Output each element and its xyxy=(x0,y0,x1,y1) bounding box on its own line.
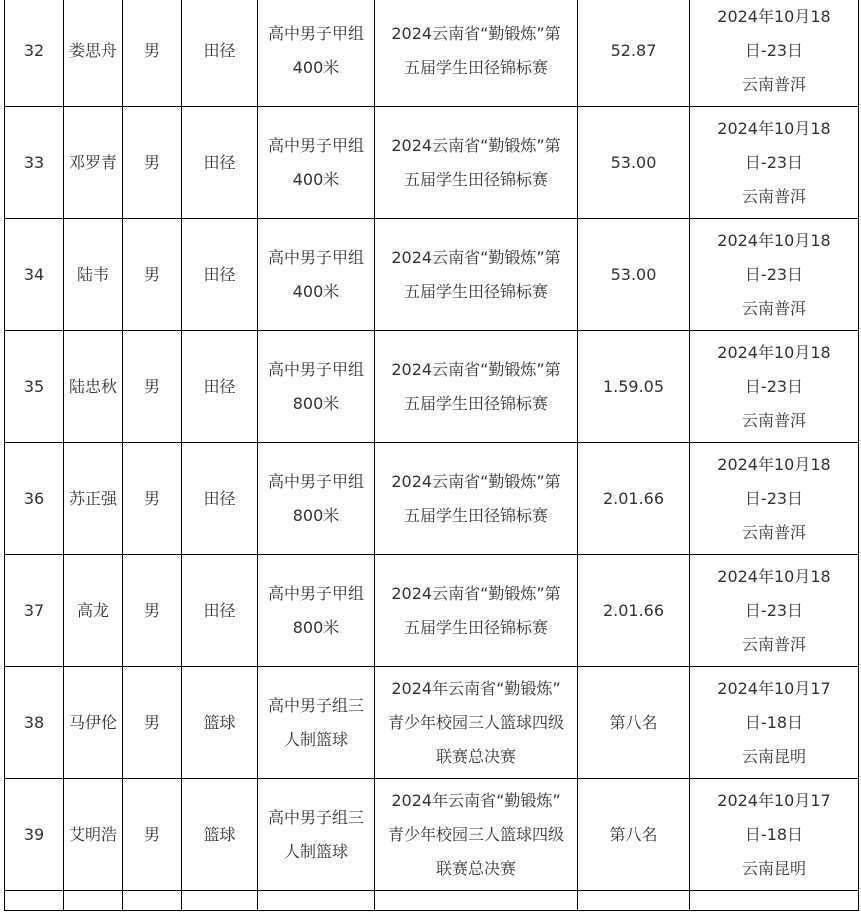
cell-line: 800米 xyxy=(292,617,340,637)
cell-line: 2024云南省“勤锻炼”第 xyxy=(391,247,561,267)
cell-line: 800米 xyxy=(292,505,340,525)
cell-line: 联赛总决赛 xyxy=(435,746,516,766)
cell-number: 33 xyxy=(5,107,64,219)
cell-line: 云南普洱 xyxy=(741,634,806,654)
cell-sport: 篮球 xyxy=(182,667,258,779)
cell-line: 日-23日 xyxy=(744,376,804,396)
cell-line: 高中男子甲组 xyxy=(267,23,364,43)
cell-line: 日-23日 xyxy=(744,152,804,172)
cell-line: 日-18日 xyxy=(744,824,804,844)
cell-line: 云南普洱 xyxy=(741,186,806,206)
cell-line: 2024年云南省“勤锻炼” xyxy=(391,790,561,810)
cell-event xyxy=(258,667,375,779)
cell-gender: 男 xyxy=(123,667,182,779)
cell-date-location xyxy=(690,779,859,891)
cell-result: 1.59.05 xyxy=(578,331,690,443)
cell-line: 400米 xyxy=(292,57,340,77)
cell-event xyxy=(258,891,375,911)
cell-line: 2024年10月18 xyxy=(717,454,831,474)
table-row xyxy=(5,0,859,107)
cell-line: 五届学生田径锦标赛 xyxy=(403,169,548,189)
cell-date-location xyxy=(690,0,859,107)
table-row xyxy=(5,443,859,555)
cell-gender: 男 xyxy=(123,107,182,219)
table-row xyxy=(5,331,859,443)
cell-line: 2024年10月18 xyxy=(717,118,831,138)
cell-date-location xyxy=(690,891,859,911)
cell-line: 青少年校园三人篮球四级 xyxy=(387,824,564,844)
cell-event xyxy=(258,0,375,107)
results-table xyxy=(4,0,859,911)
cell-event xyxy=(258,331,375,443)
cell-competition xyxy=(375,219,578,331)
cell-line: 云南昆明 xyxy=(741,746,806,766)
cell-competition xyxy=(375,891,578,911)
table-body xyxy=(5,0,859,911)
cell-line: 400米 xyxy=(292,281,340,301)
cell-date-location xyxy=(690,667,859,779)
cell-name: 陆韦 xyxy=(64,219,123,331)
cell-name: 艾明浩 xyxy=(64,779,123,891)
cell-event xyxy=(258,107,375,219)
cell-line: 2024云南省“勤锻炼”第 xyxy=(391,583,561,603)
cell-line: 五届学生田径锦标赛 xyxy=(403,505,548,525)
cell-line: 云南普洱 xyxy=(741,298,806,318)
cell-name: 陆忠秋 xyxy=(64,331,123,443)
cell-line: 青少年校园三人篮球四级 xyxy=(387,712,564,732)
cell-line: 2024云南省“勤锻炼”第 xyxy=(391,135,561,155)
cell-sport: 篮球 xyxy=(182,779,258,891)
cell-sport: 田径 xyxy=(182,107,258,219)
cell-line: 高中男子甲组 xyxy=(267,359,364,379)
cell-name: 高龙 xyxy=(64,555,123,667)
table-row xyxy=(5,555,859,667)
cell-line: 五届学生田径锦标赛 xyxy=(403,617,548,637)
cell-line: 高中男子甲组 xyxy=(267,247,364,267)
cell-line: 人制篮球 xyxy=(283,841,348,861)
cell-line: 人制篮球 xyxy=(283,729,348,749)
cell-line: 2024年10月18 xyxy=(717,342,831,362)
cell-date-location xyxy=(690,443,859,555)
cell-line: 400米 xyxy=(292,169,340,189)
cell-gender: 男 xyxy=(123,555,182,667)
cell-result: 53.00 xyxy=(578,219,690,331)
cell-result xyxy=(578,891,690,911)
cell-event xyxy=(258,219,375,331)
cell-name: 马伊伦 xyxy=(64,667,123,779)
cell-sport: 田径 xyxy=(182,443,258,555)
cell-event xyxy=(258,443,375,555)
cell-line: 2024云南省“勤锻炼”第 xyxy=(391,471,561,491)
cell-line: 日-18日 xyxy=(744,712,804,732)
cell-gender xyxy=(123,891,182,911)
cell-competition xyxy=(375,555,578,667)
cell-line: 2024年10月18 xyxy=(717,230,831,250)
cell-line: 五届学生田径锦标赛 xyxy=(403,281,548,301)
cell-sport: 田径 xyxy=(182,331,258,443)
cell-sport: 田径 xyxy=(182,219,258,331)
cell-sport: 田径 xyxy=(182,0,258,107)
cell-result: 52.87 xyxy=(578,0,690,107)
cell-name: 苏正强 xyxy=(64,443,123,555)
cell-line: 高中男子组三 xyxy=(267,695,364,715)
cell-gender: 男 xyxy=(123,443,182,555)
cell-line: 2024年10月17 xyxy=(717,790,831,810)
cell-line: 2024年10月17 xyxy=(717,678,831,698)
cell-line: 五届学生田径锦标赛 xyxy=(403,57,548,77)
cell-gender: 男 xyxy=(123,219,182,331)
cell-line: 五届学生田径锦标赛 xyxy=(403,393,548,413)
cell-line: 云南普洱 xyxy=(741,522,806,542)
cell-line: 日-23日 xyxy=(744,488,804,508)
cell-number: 34 xyxy=(5,219,64,331)
cell-gender: 男 xyxy=(123,0,182,107)
cell-date-location xyxy=(690,219,859,331)
cell-number: 36 xyxy=(5,443,64,555)
cell-number: 39 xyxy=(5,779,64,891)
cell-competition xyxy=(375,443,578,555)
cell-sport xyxy=(182,891,258,911)
cell-line: 云南普洱 xyxy=(741,74,806,94)
cell-event xyxy=(258,779,375,891)
cell-line: 日-23日 xyxy=(744,600,804,620)
cell-line: 日-23日 xyxy=(744,264,804,284)
cell-line: 2024云南省“勤锻炼”第 xyxy=(391,359,561,379)
cell-line: 2024年云南省“勤锻炼” xyxy=(391,678,561,698)
table-row xyxy=(5,667,859,779)
cell-line: 2024云南省“勤锻炼”第 xyxy=(391,23,561,43)
cell-line: 高中男子组三 xyxy=(267,807,364,827)
table-row-partial xyxy=(5,891,859,911)
cell-number: 35 xyxy=(5,331,64,443)
cell-line: 日-23日 xyxy=(744,40,804,60)
table-row xyxy=(5,219,859,331)
cell-competition xyxy=(375,0,578,107)
table-row xyxy=(5,107,859,219)
cell-competition xyxy=(375,331,578,443)
cell-gender: 男 xyxy=(123,331,182,443)
cell-date-location xyxy=(690,331,859,443)
cell-line: 高中男子甲组 xyxy=(267,135,364,155)
cell-line: 联赛总决赛 xyxy=(435,858,516,878)
cell-sport: 田径 xyxy=(182,555,258,667)
cell-line: 云南昆明 xyxy=(741,858,806,878)
cell-competition xyxy=(375,779,578,891)
cell-result: 2.01.66 xyxy=(578,443,690,555)
cell-number: 37 xyxy=(5,555,64,667)
cell-name: 邓罗青 xyxy=(64,107,123,219)
cell-line: 高中男子甲组 xyxy=(267,583,364,603)
cell-number xyxy=(5,891,64,911)
cell-competition xyxy=(375,107,578,219)
cell-result: 第八名 xyxy=(578,667,690,779)
cell-gender: 男 xyxy=(123,779,182,891)
cell-date-location xyxy=(690,555,859,667)
cell-line: 高中男子甲组 xyxy=(267,471,364,491)
cell-name: 娄思舟 xyxy=(64,0,123,107)
cell-line: 800米 xyxy=(292,393,340,413)
cell-competition xyxy=(375,667,578,779)
cell-result: 2.01.66 xyxy=(578,555,690,667)
table-row xyxy=(5,779,859,891)
cell-number: 38 xyxy=(5,667,64,779)
cell-line: 2024年10月18 xyxy=(717,6,831,26)
cell-date-location xyxy=(690,107,859,219)
cell-line: 云南普洱 xyxy=(741,410,806,430)
cell-number: 32 xyxy=(5,0,64,107)
cell-line: 2024年10月18 xyxy=(717,566,831,586)
cell-result: 第八名 xyxy=(578,779,690,891)
cell-event xyxy=(258,555,375,667)
cell-result: 53.00 xyxy=(578,107,690,219)
cell-name xyxy=(64,891,123,911)
